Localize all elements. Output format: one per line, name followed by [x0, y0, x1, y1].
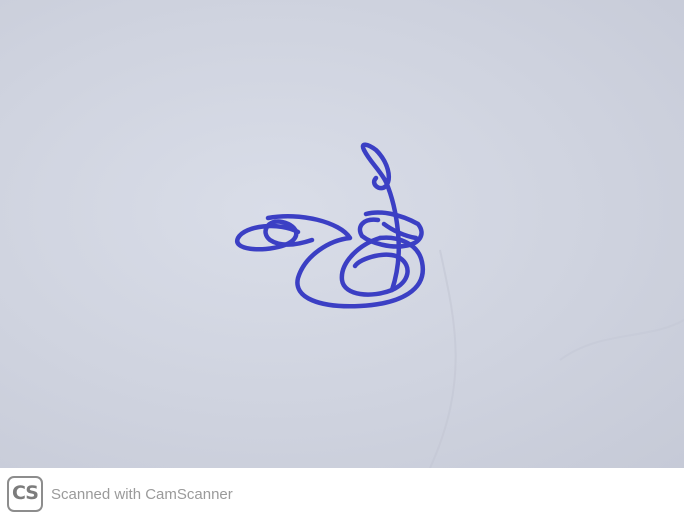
watermark-caption: Scanned with CamScanner	[51, 486, 233, 503]
signature-strokes	[237, 145, 423, 307]
camscanner-logo-icon: CS	[7, 476, 43, 512]
